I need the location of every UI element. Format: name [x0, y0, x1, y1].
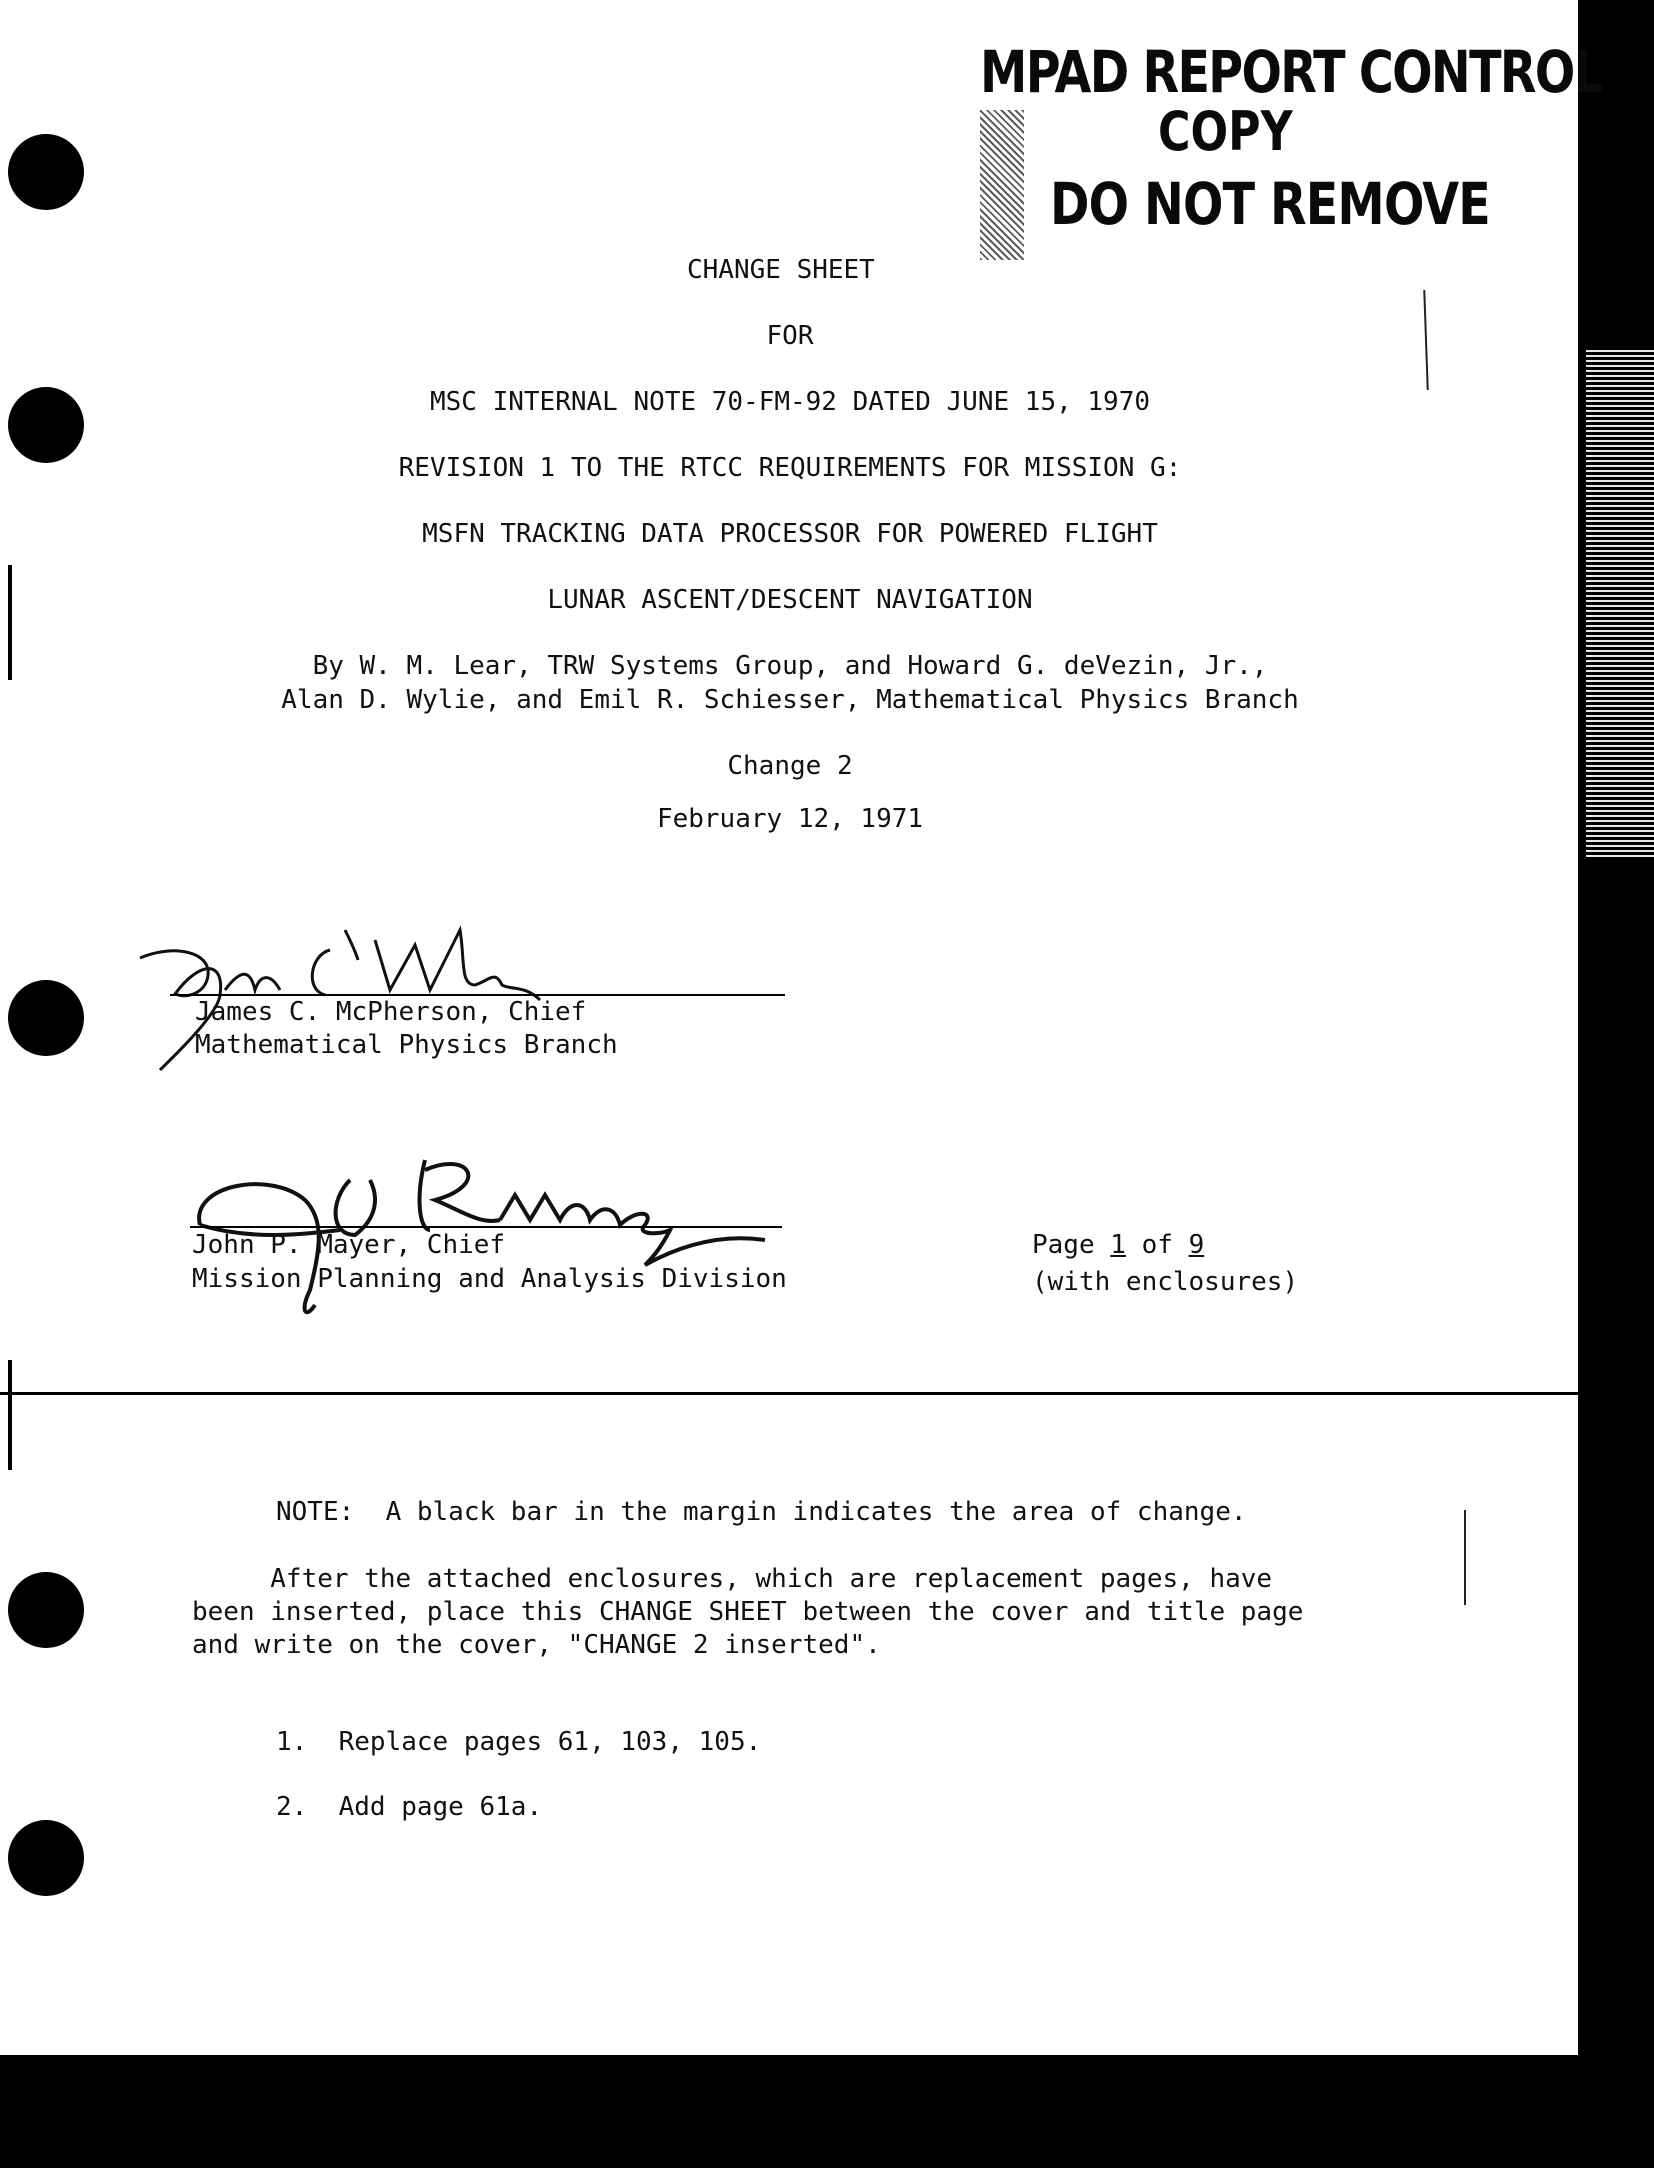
change-bar	[8, 1360, 12, 1470]
change-number: Change 2	[727, 751, 853, 781]
internal-note-line: MSC INTERNAL NOTE 70-FM-92 DATED JUNE 15, 1970	[429, 387, 1151, 417]
page-count	[1032, 1229, 1204, 1261]
authors-line-1: By W. M. Lear, TRW Systems Group, and Howard G. deVezin, Jr.,	[312, 651, 1268, 681]
scan-edge-right	[1578, 0, 1654, 2168]
punch-hole	[8, 1572, 84, 1648]
page-of: of	[1125, 1230, 1189, 1260]
stamp-line-3: DO NOT REMOVE	[1050, 170, 1490, 238]
page-total: 9	[1188, 1230, 1205, 1260]
scan-stripes	[1586, 350, 1654, 860]
change-sheet-title: CHANGE SHEET	[687, 255, 875, 285]
signer-1-unit: Mathematical Physics Branch	[195, 1030, 618, 1060]
report-control-stamp	[980, 20, 1603, 250]
instructions-line-1: After the attached enclosures, which are replacement pages, have	[192, 1564, 1273, 1594]
punch-hole	[8, 1820, 84, 1896]
subject-line-1: MSFN TRACKING DATA PROCESSOR FOR POWERED FLIGHT	[422, 519, 1158, 549]
list-item: 2. Add page 61a.	[276, 1792, 543, 1822]
list-item: 1. Replace pages 61, 103, 105.	[276, 1727, 762, 1757]
stamp-line-2: COPY	[1158, 100, 1293, 163]
scan-edge-bottom	[0, 2055, 1654, 2168]
signer-2-unit: Mission Planning and Analysis Division	[192, 1264, 787, 1294]
punch-hole	[8, 980, 84, 1056]
instructions-line-2: been inserted, place this CHANGE SHEET between the cover and title page	[192, 1597, 1304, 1627]
margin-note: NOTE: A black bar in the margin indicates the area of change.	[276, 1497, 1247, 1527]
signature-line-2	[190, 1226, 782, 1228]
signer-2-name: John P. Mayer, Chief	[192, 1230, 506, 1260]
signer-1-name: James C. McPherson, Chief	[195, 997, 587, 1027]
for-label: FOR	[766, 321, 814, 351]
page-prefix: Page	[1032, 1230, 1111, 1260]
stamp-smudge	[980, 110, 1024, 260]
stamp-line-1: MPAD REPORT CONTROL	[980, 38, 1603, 106]
revision-line: REVISION 1 TO THE RTCC REQUIREMENTS FOR MISSION G:	[398, 453, 1182, 483]
page-enclosures-note: (with enclosures)	[1032, 1267, 1299, 1297]
instructions-line-3: and write on the cover, "CHANGE 2 inserted".	[192, 1630, 881, 1660]
page-current: 1	[1110, 1230, 1126, 1260]
change-date: February 12, 1971	[656, 804, 924, 834]
authors-line-2: Alan D. Wylie, and Emil R. Schiesser, Mathematical Physics Branch	[281, 685, 1299, 715]
margin-mark	[1464, 1510, 1466, 1605]
section-divider	[0, 1392, 1580, 1395]
subject-line-2: LUNAR ASCENT/DESCENT NAVIGATION	[547, 585, 1033, 615]
punch-hole	[8, 134, 84, 210]
